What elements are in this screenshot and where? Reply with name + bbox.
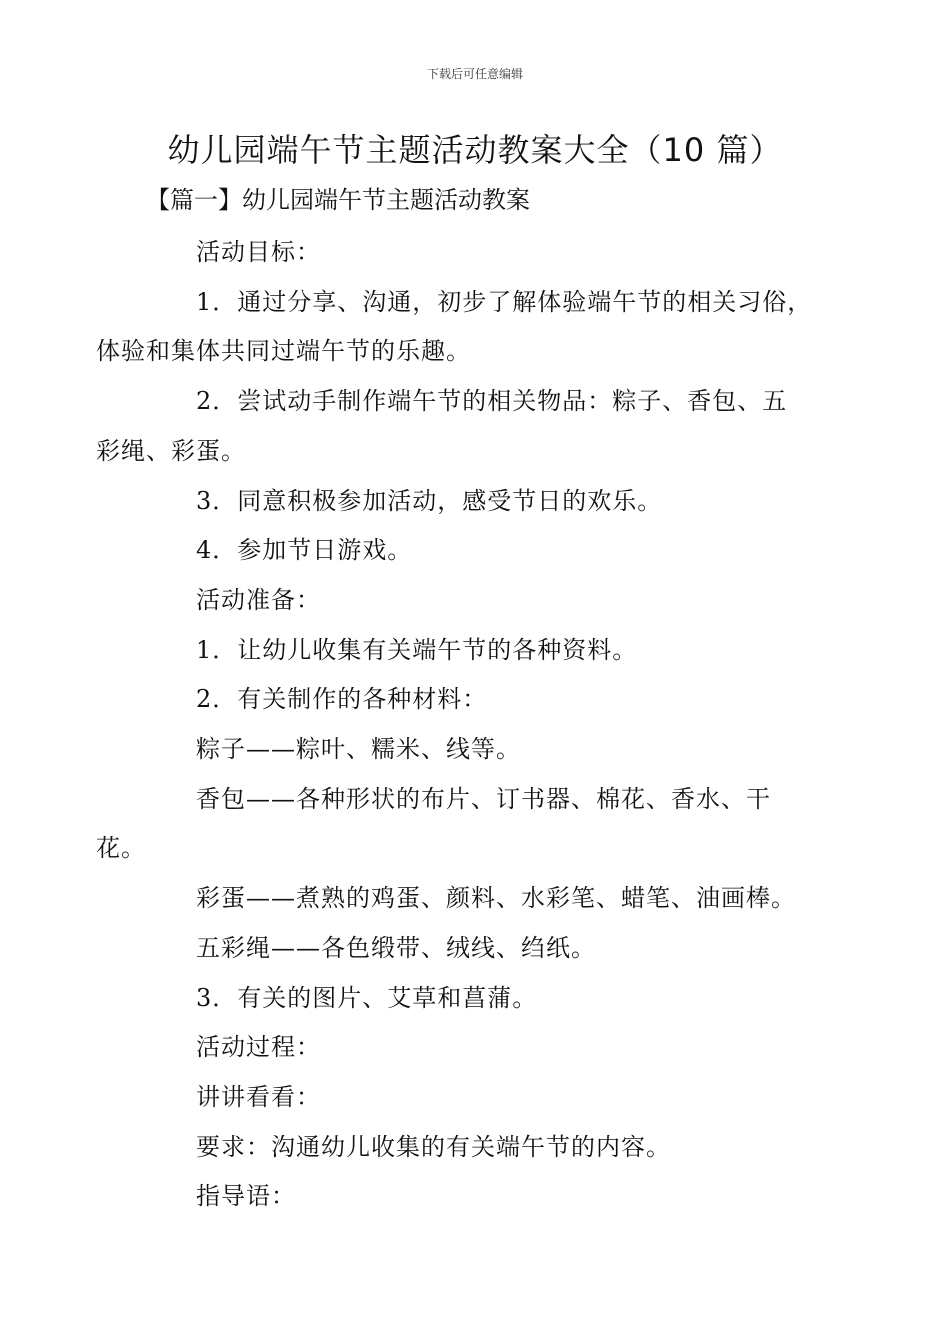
paragraph: 活动过程： <box>196 1033 321 1062</box>
document-title: 幼儿园端午节主题活动教案大全（10 篇） <box>167 131 783 169</box>
paragraph: 1．通过分享、沟通，初步了解体验端午节的相关习俗， 体验和集体共同过端午节的乐趣。 <box>96 287 813 366</box>
paragraph: 粽子——粽叶、糯米、线等。 <box>196 735 521 764</box>
paragraph: 4．参加节日游戏。 <box>196 536 413 565</box>
paragraph: 活动准备： <box>196 585 321 614</box>
paragraph: 3．有关的图片、艾草和菖蒲。 <box>196 983 538 1012</box>
paragraph: 彩蛋——煮熟的鸡蛋、颜料、水彩笔、蜡笔、油画棒。 <box>196 884 796 913</box>
paragraph: 2．有关制作的各种材料： <box>196 685 488 714</box>
paragraph: 3．同意积极参加活动，感受节日的欢乐。 <box>196 486 663 515</box>
paragraph: 1．让幼儿收集有关端午节的各种资料。 <box>196 635 638 664</box>
paragraph: 香包——各种形状的布片、订书器、棉花、香水、干 花。 <box>96 784 771 863</box>
paragraph: 活动目标： <box>196 238 321 266</box>
paragraph: 指导语： <box>196 1182 296 1211</box>
paragraph: 讲讲看看： <box>196 1082 321 1111</box>
paragraph: 要求：沟通幼儿收集的有关端午节的内容。 <box>196 1132 671 1161</box>
paragraph: 五彩绳——各色缎带、绒线、绉纸。 <box>196 933 596 962</box>
section-heading: 【篇一】幼儿园端午节主题活动教案 <box>146 186 530 214</box>
document-body <box>96 228 816 1222</box>
paragraph: 2．尝试动手制作端午节的相关物品：粽子、香包、五 彩绳、彩蛋。 <box>96 387 788 465</box>
page-header-note: 下载后可任意编辑 <box>426 67 523 81</box>
